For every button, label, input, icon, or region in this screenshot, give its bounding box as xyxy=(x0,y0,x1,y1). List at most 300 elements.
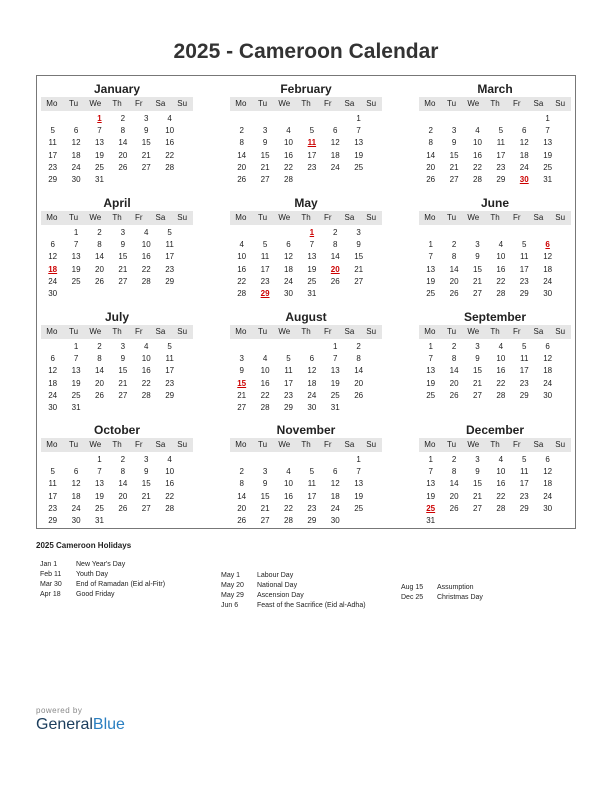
day-cell: 2 xyxy=(451,455,457,464)
day-cell: 12 xyxy=(330,479,340,489)
powered-by-text: powered by xyxy=(36,706,83,715)
day-cell: 18 xyxy=(48,378,58,388)
day-cell: 4 xyxy=(144,228,149,237)
day-cell: 22 xyxy=(496,491,506,501)
day-cell: 14 xyxy=(449,264,459,274)
day-cell: 12 xyxy=(330,138,340,148)
day-cell: 10 xyxy=(496,354,506,364)
empty-day xyxy=(253,113,276,125)
day-cell: 17 xyxy=(519,366,529,376)
day-cell: 3 xyxy=(451,126,457,136)
day-cell: 25 xyxy=(307,276,317,286)
day-cell: 26 xyxy=(354,390,364,400)
holidays-title: 2025 Cameroon Holidays xyxy=(36,541,132,550)
weekday-label: We xyxy=(278,327,291,336)
day-cell: 9 xyxy=(120,240,126,250)
day-cell: 5 xyxy=(286,354,291,364)
day-cell: 26 xyxy=(426,174,436,184)
empty-day xyxy=(466,113,489,125)
day-cell: 15 xyxy=(260,491,270,501)
day-cell: 5 xyxy=(309,467,315,477)
day-cell: 28 xyxy=(496,503,506,513)
day-cell: 5 xyxy=(522,455,527,464)
day-cell: 7 xyxy=(73,240,79,250)
day-cell: 20 xyxy=(118,150,128,160)
day-cell: 20 xyxy=(354,378,364,388)
day-cell: 10 xyxy=(496,467,506,477)
day-cell: 25 xyxy=(426,390,436,400)
day-cell: 19 xyxy=(71,378,81,388)
day-cell: 11 xyxy=(520,252,529,262)
day-cell: 18 xyxy=(543,479,553,489)
day-cell: 20 xyxy=(237,162,247,172)
day-cell: 11 xyxy=(284,366,293,376)
day-cell: 5 xyxy=(309,126,315,136)
day-cell: 27 xyxy=(237,402,247,412)
day-cell: 1 xyxy=(545,114,550,123)
day-grid xyxy=(230,454,382,527)
day-cell: 14 xyxy=(95,366,104,376)
day-cell: 8 xyxy=(333,240,338,250)
weekday-label: Mo xyxy=(424,99,436,108)
month-name: July xyxy=(104,310,129,324)
month-march xyxy=(419,82,571,186)
weekday-header xyxy=(419,97,571,111)
weekday-label: Sa xyxy=(344,213,355,222)
day-cell: 4 xyxy=(262,354,268,364)
weekday-label: Su xyxy=(366,440,377,449)
day-cell: 23 xyxy=(48,162,58,172)
day-cell: 6 xyxy=(50,240,55,250)
day-cell: 22 xyxy=(141,378,151,388)
day-cell: 3 xyxy=(262,467,268,477)
day-cell: 23 xyxy=(260,276,270,286)
day-cell: 7 xyxy=(97,467,102,477)
empty-day xyxy=(253,227,276,239)
day-cell: 31 xyxy=(330,402,340,412)
weekday-label: Tu xyxy=(447,440,457,449)
month-june xyxy=(419,196,571,300)
weekday-header xyxy=(419,325,571,339)
empty-day xyxy=(253,454,276,466)
day-cell: 28 xyxy=(165,162,175,172)
weekday-header xyxy=(41,438,193,452)
day-cell: 21 xyxy=(449,162,459,172)
day-cell: 12 xyxy=(48,366,58,376)
day-cell: 13 xyxy=(95,479,104,489)
weekday-header xyxy=(230,97,382,111)
day-cell: 21 xyxy=(473,276,482,286)
day-cell: 17 xyxy=(519,264,529,274)
day-cell: 5 xyxy=(262,240,268,250)
holiday-item xyxy=(221,601,366,611)
day-cell: 2 xyxy=(356,342,361,351)
day-cell: 9 xyxy=(120,354,126,364)
month-name: March xyxy=(477,82,513,96)
empty-day xyxy=(419,227,442,239)
weekday-label: Mo xyxy=(235,440,247,449)
holiday-name: Feast of the Sacrifice (Eid al-Adha) xyxy=(257,602,366,609)
day-cell: 21 xyxy=(118,264,128,274)
empty-day xyxy=(442,227,465,239)
day-cell: 15 xyxy=(473,366,482,376)
day-cell: 10 xyxy=(165,467,175,477)
empty-day xyxy=(300,113,323,125)
day-cell: 9 xyxy=(262,479,268,489)
day-cell: 4 xyxy=(286,467,291,477)
weekday-label: Th xyxy=(112,99,122,108)
weekday-label: Tu xyxy=(258,213,268,222)
day-grid xyxy=(419,454,571,527)
month-august xyxy=(230,310,382,414)
day-cell: 6 xyxy=(333,126,338,136)
empty-day xyxy=(64,113,87,125)
day-cell: 16 xyxy=(496,479,506,489)
day-cell: 9 xyxy=(475,354,480,364)
weekday-label: Mo xyxy=(424,213,436,222)
day-cell: 28 xyxy=(237,288,247,298)
weekday-label: Fr xyxy=(323,327,332,336)
day-cell: 12 xyxy=(543,354,553,364)
holiday-date: Dec 25 xyxy=(401,594,424,601)
day-cell: 17 xyxy=(165,366,175,376)
day-cell: 22 xyxy=(473,162,482,172)
day-cell: 29 xyxy=(307,515,317,525)
day-cell: 23 xyxy=(165,264,175,274)
day-cell: 31 xyxy=(426,515,436,525)
weekday-label: Su xyxy=(177,440,188,449)
day-cell: 31 xyxy=(71,402,81,412)
day-cell: 14 xyxy=(330,252,340,262)
month-name: October xyxy=(93,423,140,437)
weekday-label: Su xyxy=(555,99,566,108)
day-cell: 17 xyxy=(307,150,317,160)
day-cell: 24 xyxy=(71,503,81,513)
weekday-label: Fr xyxy=(323,99,332,108)
day-cell: 18 xyxy=(519,150,529,160)
holiday-column-2 xyxy=(221,571,366,611)
day-cell: 16 xyxy=(260,378,270,388)
month-may xyxy=(230,196,382,300)
month-november xyxy=(230,423,382,527)
day-cell: 22 xyxy=(165,150,175,160)
day-cell: 31 xyxy=(95,515,104,525)
day-cell: 23 xyxy=(165,378,175,388)
empty-day xyxy=(442,113,465,125)
weekday-label: Th xyxy=(301,99,311,108)
weekday-header xyxy=(419,438,571,452)
day-cell: 27 xyxy=(473,503,482,513)
weekday-label: Fr xyxy=(134,99,143,108)
day-cell: 2 xyxy=(428,126,433,136)
day-cell: 6 xyxy=(522,126,527,136)
day-cell: 30 xyxy=(307,402,317,412)
day-cell: 2 xyxy=(120,455,126,464)
day-cell: 12 xyxy=(519,138,529,148)
holiday-name: Assumption xyxy=(437,584,474,591)
day-cell: 14 xyxy=(237,491,247,501)
day-cell: 8 xyxy=(451,467,457,477)
brand-logo[interactable] xyxy=(36,706,125,734)
day-cell: 10 xyxy=(473,138,482,148)
day-cell: 13 xyxy=(426,479,436,489)
day-cell: 16 xyxy=(473,150,482,160)
month-december xyxy=(419,423,571,527)
day-cell: 15 xyxy=(118,366,128,376)
day-cell: 24 xyxy=(48,390,58,400)
day-cell: 19 xyxy=(426,491,436,501)
day-cell: 13 xyxy=(543,138,553,148)
holiday-date: Jun 6 xyxy=(221,602,239,609)
empty-day xyxy=(230,341,253,353)
day-cell: 18 xyxy=(284,264,293,274)
weekday-label: Th xyxy=(112,327,122,336)
weekday-label: Tu xyxy=(69,327,79,336)
weekday-label: Su xyxy=(555,440,566,449)
day-cell: 6 xyxy=(333,467,338,477)
day-cell: 9 xyxy=(144,126,149,136)
empty-day xyxy=(419,113,442,125)
weekday-label: Su xyxy=(366,327,377,336)
day-cell: 3 xyxy=(475,342,480,351)
holiday-column-3 xyxy=(401,583,483,603)
day-cell: 12 xyxy=(543,252,553,262)
weekday-label: Mo xyxy=(235,327,247,336)
day-cell: 4 xyxy=(286,126,291,136)
empty-day xyxy=(300,454,323,466)
day-cell: 26 xyxy=(237,515,247,525)
day-cell: 26 xyxy=(449,390,459,400)
day-cell: 6 xyxy=(73,467,79,477)
day-cell: 27 xyxy=(141,503,151,513)
day-cell: 18 xyxy=(543,366,553,376)
day-cell: 25 xyxy=(95,162,104,172)
day-cell: 2 xyxy=(239,126,244,136)
empty-day xyxy=(41,113,64,125)
day-cell: 17 xyxy=(284,378,293,388)
weekday-label: Su xyxy=(177,213,188,222)
weekday-label: Sa xyxy=(533,440,544,449)
day-cell: 23 xyxy=(284,390,293,400)
holiday-date: Jan 1 xyxy=(40,561,58,568)
day-cell: 9 xyxy=(451,138,457,148)
day-cell: 30 xyxy=(71,515,81,525)
weekday-header xyxy=(230,438,382,452)
day-cell: 14 xyxy=(118,479,128,489)
day-cell: 17 xyxy=(165,252,175,262)
day-cell: 6 xyxy=(73,126,79,136)
day-cell: 8 xyxy=(451,354,457,364)
day-grid xyxy=(41,227,193,300)
day-cell: 22 xyxy=(165,491,175,501)
month-name: November xyxy=(276,423,336,437)
weekday-label: Sa xyxy=(533,99,544,108)
weekday-label: Su xyxy=(555,327,566,336)
day-cell: 31 xyxy=(95,174,104,184)
empty-day xyxy=(230,454,253,466)
day-cell: 5 xyxy=(50,467,55,477)
day-cell: 25 xyxy=(330,390,340,400)
day-cell: 12 xyxy=(307,366,317,376)
day-cell: 1 xyxy=(428,240,433,250)
weekday-label: Su xyxy=(366,213,377,222)
empty-day xyxy=(277,341,300,353)
day-grid xyxy=(41,341,193,414)
day-cell: 30 xyxy=(330,515,340,525)
day-cell: 31 xyxy=(307,288,317,298)
day-cell: 23 xyxy=(519,491,529,501)
day-cell: 4 xyxy=(167,114,172,123)
day-cell: 13 xyxy=(307,252,317,262)
weekday-label: Tu xyxy=(69,213,79,222)
day-cell: 28 xyxy=(473,174,482,184)
day-cell: 1 xyxy=(73,342,79,351)
day-cell: 7 xyxy=(356,126,361,136)
day-cell: 20 xyxy=(237,503,247,513)
holiday-name: New Year's Day xyxy=(76,561,126,568)
day-cell: 7 xyxy=(73,354,79,364)
day-cell: 19 xyxy=(95,491,104,501)
day-cell: 7 xyxy=(428,252,433,262)
empty-day xyxy=(489,113,512,125)
day-cell: 6 xyxy=(286,240,291,250)
day-cell: 29 xyxy=(519,390,529,400)
day-cell: 24 xyxy=(543,378,553,388)
day-cell: 16 xyxy=(496,366,506,376)
day-cell: 17 xyxy=(260,264,270,274)
day-cell: 30 xyxy=(543,390,553,400)
day-cell: 23 xyxy=(48,503,58,513)
day-cell: 10 xyxy=(260,366,270,376)
weekday-label: Fr xyxy=(512,213,521,222)
day-cell: 16 xyxy=(141,366,151,376)
weekday-header xyxy=(230,325,382,339)
empty-day xyxy=(489,227,512,239)
day-cell: 6 xyxy=(309,354,315,364)
day-cell: 22 xyxy=(496,276,506,286)
day-cell: 6 xyxy=(545,342,550,351)
day-cell: 3 xyxy=(144,114,149,123)
day-cell: 8 xyxy=(97,240,102,250)
weekday-label: We xyxy=(89,213,102,222)
day-cell: 9 xyxy=(239,366,244,376)
day-cell: 14 xyxy=(449,366,459,376)
weekday-label: Sa xyxy=(155,213,166,222)
weekday-label: Th xyxy=(301,327,311,336)
weekday-label: Su xyxy=(177,327,188,336)
month-october xyxy=(41,423,193,527)
weekday-label: We xyxy=(467,327,480,336)
month-january xyxy=(41,82,193,186)
empty-day xyxy=(324,454,347,466)
day-cell: 11 xyxy=(496,138,506,148)
day-cell: 22 xyxy=(260,390,270,400)
month-april xyxy=(41,196,193,300)
day-grid xyxy=(230,227,382,300)
day-cell: 25 xyxy=(71,390,81,400)
day-cell: 28 xyxy=(284,174,293,184)
weekday-label: We xyxy=(89,99,102,108)
day-cell: 17 xyxy=(48,150,58,160)
day-cell: 30 xyxy=(543,288,553,298)
day-cell: 13 xyxy=(354,138,364,148)
day-cell: 19 xyxy=(543,150,553,160)
holiday-day: 30 xyxy=(519,174,529,184)
month-name: April xyxy=(103,196,131,210)
empty-day xyxy=(277,113,300,125)
day-cell: 25 xyxy=(354,162,364,172)
day-cell: 21 xyxy=(473,491,482,501)
holiday-day: 18 xyxy=(48,264,58,274)
day-cell: 31 xyxy=(543,174,553,184)
weekday-label: Tu xyxy=(447,327,457,336)
day-cell: 5 xyxy=(522,342,527,351)
day-cell: 23 xyxy=(496,162,506,172)
day-cell: 21 xyxy=(473,378,482,388)
day-cell: 3 xyxy=(475,240,480,250)
day-grid xyxy=(419,341,571,402)
day-cell: 21 xyxy=(141,491,151,501)
holiday-name: Good Friday xyxy=(76,591,115,598)
month-july xyxy=(41,310,193,414)
weekday-label: Fr xyxy=(134,440,143,449)
holiday-item xyxy=(221,581,366,591)
day-cell: 10 xyxy=(141,240,151,250)
day-cell: 25 xyxy=(543,162,553,172)
day-cell: 1 xyxy=(333,342,338,351)
day-cell: 11 xyxy=(260,252,270,262)
weekday-label: We xyxy=(89,327,102,336)
empty-day xyxy=(41,227,64,239)
holiday-item xyxy=(221,571,366,581)
weekday-header xyxy=(41,211,193,225)
day-cell: 14 xyxy=(426,150,436,160)
brand-name-general: General xyxy=(36,716,93,733)
day-cell: 18 xyxy=(71,150,81,160)
day-cell: 8 xyxy=(120,126,126,136)
day-cell: 26 xyxy=(330,276,340,286)
weekday-label: We xyxy=(278,213,291,222)
day-cell: 8 xyxy=(120,467,126,477)
day-cell: 24 xyxy=(519,162,529,172)
holiday-date: Feb 11 xyxy=(40,571,62,578)
day-cell: 28 xyxy=(260,402,270,412)
day-cell: 25 xyxy=(95,503,104,513)
day-cell: 13 xyxy=(426,366,436,376)
weekday-label: Tu xyxy=(69,440,79,449)
holiday-item xyxy=(40,590,165,600)
holiday-name: End of Ramadan (Eid al-Fitr) xyxy=(76,581,166,588)
day-cell: 10 xyxy=(284,479,293,489)
month-name: September xyxy=(463,310,527,324)
weekday-label: We xyxy=(278,440,291,449)
weekday-label: Th xyxy=(112,440,122,449)
day-cell: 29 xyxy=(519,503,529,513)
day-cell: 13 xyxy=(71,252,81,262)
day-cell: 15 xyxy=(260,150,270,160)
day-cell: 5 xyxy=(167,228,172,237)
day-cell: 28 xyxy=(141,390,151,400)
day-cell: 12 xyxy=(543,467,553,477)
brand-name xyxy=(36,716,125,734)
day-cell: 30 xyxy=(543,503,553,513)
day-cell: 8 xyxy=(239,138,244,148)
holiday-day: 29 xyxy=(260,288,270,298)
day-grid xyxy=(419,227,571,300)
calendar-grid xyxy=(36,75,576,529)
holiday-item xyxy=(40,580,165,590)
weekday-label: Mo xyxy=(424,440,436,449)
